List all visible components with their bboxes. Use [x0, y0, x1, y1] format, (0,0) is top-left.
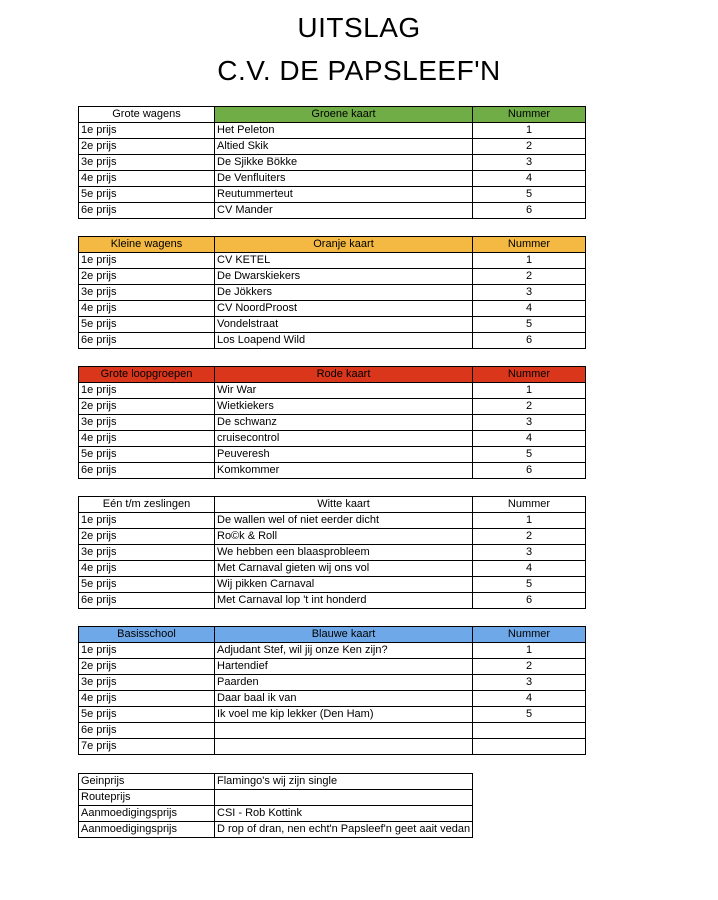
number-header: Nummer [473, 367, 586, 383]
table-row [79, 203, 586, 219]
table-row [79, 659, 586, 675]
extra-prizes-table [78, 773, 473, 838]
table-row [79, 317, 586, 333]
category-header: Basisschool [79, 627, 215, 643]
number-cell: 6 [473, 463, 586, 479]
name-cell: Reutummerteut [215, 187, 473, 203]
table-row [79, 171, 586, 187]
name-cell: Ik voel me kip lekker (Den Ham) [215, 707, 473, 723]
prize-cell: 1e prijs [79, 643, 215, 659]
name-cell: Daar baal ik van [215, 691, 473, 707]
table-row [79, 513, 586, 529]
prize-cell: 4e prijs [79, 171, 215, 187]
name-cell [215, 723, 473, 739]
results-table-grote-wagens [78, 106, 586, 219]
name-cell: Het Peleton [215, 123, 473, 139]
table-row [79, 463, 586, 479]
prize-cell: 2e prijs [79, 269, 215, 285]
prize-cell: 6e prijs [79, 463, 215, 479]
prize-cell: 1e prijs [79, 123, 215, 139]
card-header: Rode kaart [215, 367, 473, 383]
name-cell: Ro©k & Roll [215, 529, 473, 545]
number-header: Nummer [473, 627, 586, 643]
prize-cell: 3e prijs [79, 545, 215, 561]
number-cell: 3 [473, 155, 586, 171]
card-header: Groene kaart [215, 107, 473, 123]
prize-cell: 4e prijs [79, 301, 215, 317]
number-cell: 4 [473, 561, 586, 577]
table-row [79, 691, 586, 707]
table-row [79, 269, 586, 285]
prize-cell: 1e prijs [79, 383, 215, 399]
number-header: Nummer [473, 237, 586, 253]
number-cell: 4 [473, 691, 586, 707]
prize-label-cell: Routeprijs [79, 790, 215, 806]
number-cell: 1 [473, 513, 586, 529]
category-header: Grote wagens [79, 107, 215, 123]
prize-cell: 6e prijs [79, 333, 215, 349]
results-table-een-tm-zeslingen [78, 496, 586, 609]
number-cell: 5 [473, 577, 586, 593]
number-cell: 4 [473, 301, 586, 317]
table-row [79, 643, 586, 659]
table-row [79, 187, 586, 203]
name-cell: De schwanz [215, 415, 473, 431]
number-cell: 6 [473, 593, 586, 609]
name-cell: Hartendief [215, 659, 473, 675]
number-cell: 1 [473, 253, 586, 269]
table-row [79, 447, 586, 463]
name-cell: De Venfluiters [215, 171, 473, 187]
name-cell: cruisecontrol [215, 431, 473, 447]
category-header: Kleine wagens [79, 237, 215, 253]
table-header-row [79, 237, 586, 253]
category-header: Eén t/m zeslingen [79, 497, 215, 513]
table-row [79, 806, 473, 822]
table-row [79, 593, 586, 609]
number-cell: 3 [473, 675, 586, 691]
prize-cell: 2e prijs [79, 139, 215, 155]
number-cell: 2 [473, 659, 586, 675]
table-row [79, 529, 586, 545]
name-cell: Wir War [215, 383, 473, 399]
name-cell: Adjudant Stef, wil jij onze Ken zijn? [215, 643, 473, 659]
prize-cell: 3e prijs [79, 415, 215, 431]
name-cell: Peuveresh [215, 447, 473, 463]
name-cell: D rop of dran, nen echt'n Papsleef'n geet aait vedan [215, 822, 473, 838]
prize-cell: 4e prijs [79, 561, 215, 577]
prize-cell: 5e prijs [79, 447, 215, 463]
prize-cell: 5e prijs [79, 317, 215, 333]
number-header: Nummer [473, 107, 586, 123]
number-cell: 4 [473, 431, 586, 447]
results-table-grote-loopgroepen [78, 366, 586, 479]
number-cell: 5 [473, 707, 586, 723]
prize-cell: 7e prijs [79, 739, 215, 755]
table-row [79, 301, 586, 317]
table-row [79, 822, 473, 838]
table-row [79, 545, 586, 561]
number-cell: 2 [473, 269, 586, 285]
prize-cell: 6e prijs [79, 203, 215, 219]
table-header-row [79, 497, 586, 513]
page-subtitle: C.V. DE PAPSLEEF'N [217, 55, 501, 86]
name-cell: Los Loapend Wild [215, 333, 473, 349]
table-header-row [79, 107, 586, 123]
prize-cell: 6e prijs [79, 593, 215, 609]
table-row [79, 285, 586, 301]
prize-cell: 1e prijs [79, 253, 215, 269]
number-cell: 6 [473, 333, 586, 349]
table-row [79, 561, 586, 577]
name-cell: Met Carnaval lop 't int honderd [215, 593, 473, 609]
number-cell: 1 [473, 123, 586, 139]
number-cell: 2 [473, 139, 586, 155]
prize-cell: 3e prijs [79, 155, 215, 171]
number-cell: 3 [473, 285, 586, 301]
number-cell: 3 [473, 545, 586, 561]
prize-cell: 5e prijs [79, 707, 215, 723]
number-cell: 5 [473, 447, 586, 463]
name-cell: Komkommer [215, 463, 473, 479]
table-row [79, 123, 586, 139]
number-header: Nummer [473, 497, 586, 513]
name-cell: Altied Skik [215, 139, 473, 155]
prize-cell: 4e prijs [79, 431, 215, 447]
name-cell: CV NoordProost [215, 301, 473, 317]
table-header-row [79, 367, 586, 383]
prize-cell: 4e prijs [79, 691, 215, 707]
table-header-row [79, 627, 586, 643]
name-cell: De Dwarskiekers [215, 269, 473, 285]
name-cell: Met Carnaval gieten wij ons vol [215, 561, 473, 577]
prize-label-cell: Aanmoedigingsprijs [79, 822, 215, 838]
number-cell [473, 739, 586, 755]
number-cell: 6 [473, 203, 586, 219]
number-cell: 1 [473, 383, 586, 399]
table-row [79, 790, 473, 806]
name-cell [215, 790, 473, 806]
number-cell: 4 [473, 171, 586, 187]
number-cell: 5 [473, 317, 586, 333]
number-cell: 3 [473, 415, 586, 431]
name-cell: We hebben een blaasprobleem [215, 545, 473, 561]
page-title: UITSLAG [297, 12, 421, 43]
prize-label-cell: Aanmoedigingsprijs [79, 806, 215, 822]
table-row [79, 707, 586, 723]
table-row [79, 139, 586, 155]
table-row [79, 333, 586, 349]
name-cell: CSI - Rob Kottink [215, 806, 473, 822]
name-cell: Flamingo's wij zijn single [215, 774, 473, 790]
number-cell: 2 [473, 529, 586, 545]
name-cell: De Sjikke Bökke [215, 155, 473, 171]
table-row [79, 415, 586, 431]
results-table-kleine-wagens [78, 236, 586, 349]
name-cell: Wij pikken Carnaval [215, 577, 473, 593]
name-cell: De wallen wel of niet eerder dicht [215, 513, 473, 529]
card-header: Oranje kaart [215, 237, 473, 253]
name-cell [215, 739, 473, 755]
number-cell [473, 723, 586, 739]
name-cell: CV KETEL [215, 253, 473, 269]
table-row [79, 155, 586, 171]
table-row [79, 675, 586, 691]
table-row [79, 774, 473, 790]
prize-cell: 2e prijs [79, 399, 215, 415]
table-row [79, 723, 586, 739]
table-row [79, 577, 586, 593]
prize-cell: 1e prijs [79, 513, 215, 529]
number-cell: 2 [473, 399, 586, 415]
prize-cell: 2e prijs [79, 659, 215, 675]
prize-cell: 5e prijs [79, 577, 215, 593]
prize-cell: 6e prijs [79, 723, 215, 739]
number-cell: 1 [473, 643, 586, 659]
prize-label-cell: Geinprijs [79, 774, 215, 790]
table-row [79, 383, 586, 399]
name-cell: Wietkiekers [215, 399, 473, 415]
results-table-basisschool [78, 626, 586, 755]
table-row [79, 431, 586, 447]
prize-cell: 2e prijs [79, 529, 215, 545]
prize-cell: 5e prijs [79, 187, 215, 203]
number-cell: 5 [473, 187, 586, 203]
card-header: Witte kaart [215, 497, 473, 513]
prize-cell: 3e prijs [79, 675, 215, 691]
name-cell: CV Mander [215, 203, 473, 219]
name-cell: De Jökkers [215, 285, 473, 301]
card-header: Blauwe kaart [215, 627, 473, 643]
category-header: Grote loopgroepen [79, 367, 215, 383]
table-row [79, 253, 586, 269]
table-row [79, 739, 586, 755]
name-cell: Vondelstraat [215, 317, 473, 333]
name-cell: Paarden [215, 675, 473, 691]
table-row [79, 399, 586, 415]
prize-cell: 3e prijs [79, 285, 215, 301]
